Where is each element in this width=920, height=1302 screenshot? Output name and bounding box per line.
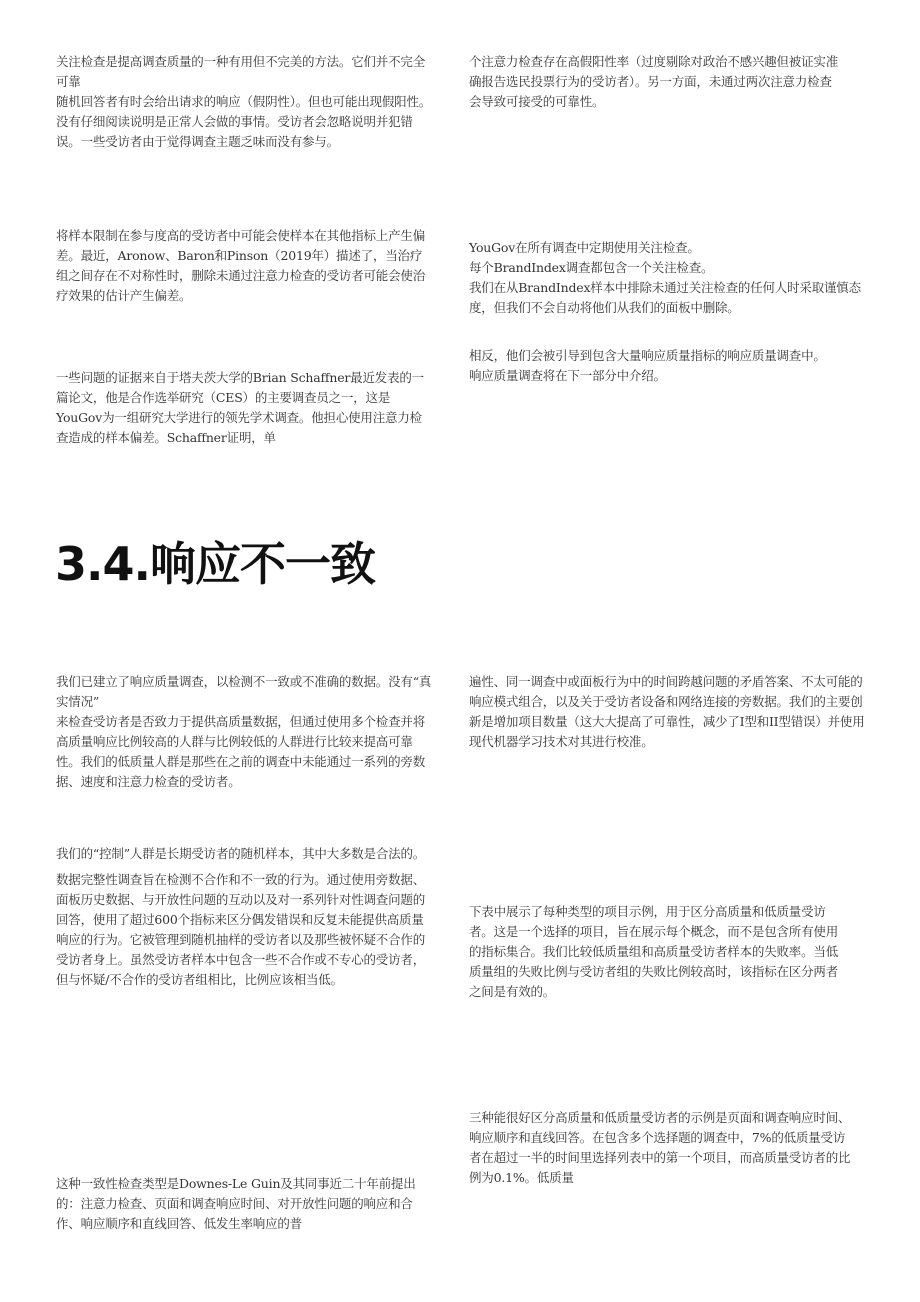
paragraph: 个注意力检查存在高假阳性率（过度剔除对政治不感兴趣但被证实准确报告选民投票行为的受访者）。另一方面，未通过两次注意力检查会导致可接受的可靠性。: [469, 54, 839, 109]
paragraph: 这种一致性检查类型是Downes-Le Guin及其同事近二十年前提出的：注意力检查、页面和调查响应时间、对开放性问题的响应和合作、响应顺序和直线回答、低发生率响应的普: [56, 1176, 416, 1231]
top-right-text: [469, 52, 841, 112]
paragraph: 三种能很好区分高质量和低质量受访者的示例是页面和调查响应时间、响应顺序和直线回答。在包含多个选择题的调查中，7%的低质量受访者在超过一半的时间里选择列表中的第一个项目，而高质量受访者的比例为0.1%。低质量: [469, 1110, 851, 1185]
sec3-left-text: [56, 1174, 434, 1234]
paragraph: 我们在从BrandIndex样本中排除未通过关注检查的任何人时采取谨慎态度，但我们不会自动将他们从我们的面板中删除。: [469, 280, 861, 315]
mid2-right-text: [469, 346, 865, 386]
section-heading: 3.4.响应不一致: [55, 537, 375, 591]
mid1-right-text: [469, 238, 865, 318]
sec2-left-text: [56, 844, 434, 990]
paragraph: 每个BrandIndex调查都包含一个关注检查。: [469, 260, 714, 275]
paragraph: 一些问题的证据来自于塔夫茨大学的Brian Schaffner最近发表的一篇论文，他是合作选举研究（CES）的主要调查员之一，这是YouGov为一组研究大学进行的领先学术调查。他担心使用注意力检查造成的样本偏差。Schaffner证明，单: [56, 370, 424, 445]
paragraph: 响应质量调查将在下一部分中介绍。: [469, 368, 666, 383]
paragraph: 随机回答者有时会给出请求的响应（假阴性）。但也可能出现假阳性。没有仔细阅读说明是正常人会做的事情。受访者会忽略说明并犯错误。一些受访者由于觉得调查主题乏味而没有参与。: [56, 94, 432, 149]
paragraph: 相反，他们会被引导到包含大量响应质量指标的响应质量调查中。: [469, 348, 826, 363]
sec3-right-text: [469, 1108, 855, 1188]
paragraph: 数据完整性调查旨在检测不合作和不一致的行为。通过使用旁数据、面板历史数据、与开放性问题的互动以及对一系列针对性调查问题的回答，使用了超过600个指标来区分偶发错误和反复未能提供高质量响应的行为。它被管理到随机抽样的受访者以及那些被怀疑不合作的受访者身上。虽然受访者样本中包含一些不合作或不专心的受访者，但与怀疑/不合作的受访者组相比，比例应该相当低。: [56, 872, 426, 987]
sec1-right-text: [469, 672, 865, 752]
paragraph: 我们已建立了响应质量调查，以检测不一致或不准确的数据。没有“真实情况”: [56, 674, 432, 709]
paragraph: 遍性、同一调查中或面板行为中的时间跨越问题的矛盾答案、不太可能的响应模式组合，以及关于受访者设备和网络连接的旁数据。我们的主要创新是增加项目数量（这大大提高了可靠性，减少了I型和II型错误）并使用现代机器学习技术对其进行校准。: [469, 674, 865, 749]
sec2-right-text: [469, 902, 849, 1002]
paragraph: 关注检查是提高调查质量的一种有用但不完美的方法。它们并不完全可靠: [56, 54, 426, 89]
paragraph: 将样本限制在参与度高的受访者中可能会使样本在其他指标上产生偏差。最近，Aronow、Baron和Pinson（2019年）描述了，当治疗组之间存在不对称性时，删除未通过注意力检查的受访者可能会使治疗效果的估计产生偏差。: [56, 228, 426, 303]
sec1-left-text: [56, 672, 434, 792]
paragraph: 下表中展示了每种类型的项目示例，用于区分高质量和低质量受访者。这是一个选择的项目，旨在展示每个概念，而不是包含所有使用的指标集合。我们比较低质量组和高质量受访者样本的失败率。当低质量组的失败比例与受访者组的失败比例较高时，该指标在区分两者之间是有效的。: [469, 904, 839, 999]
mid1-left-text: [56, 226, 434, 306]
paragraph: YouGov在所有调查中定期使用关注检查。: [469, 240, 700, 255]
paragraph: 我们的“控制”人群是长期受访者的随机样本，其中大多数是合法的。: [56, 846, 426, 861]
top-left-text: [56, 52, 434, 152]
mid2-left-text: [56, 368, 434, 448]
paragraph: 来检查受访者是否致力于提供高质量数据，但通过使用多个检查并将高质量响应比例较高的人群与比例较低的人群进行比较来提高可靠性。我们的低质量人群是那些在之前的调查中未能通过一系列的旁数据、速度和注意力检查的受访者。: [56, 714, 426, 789]
